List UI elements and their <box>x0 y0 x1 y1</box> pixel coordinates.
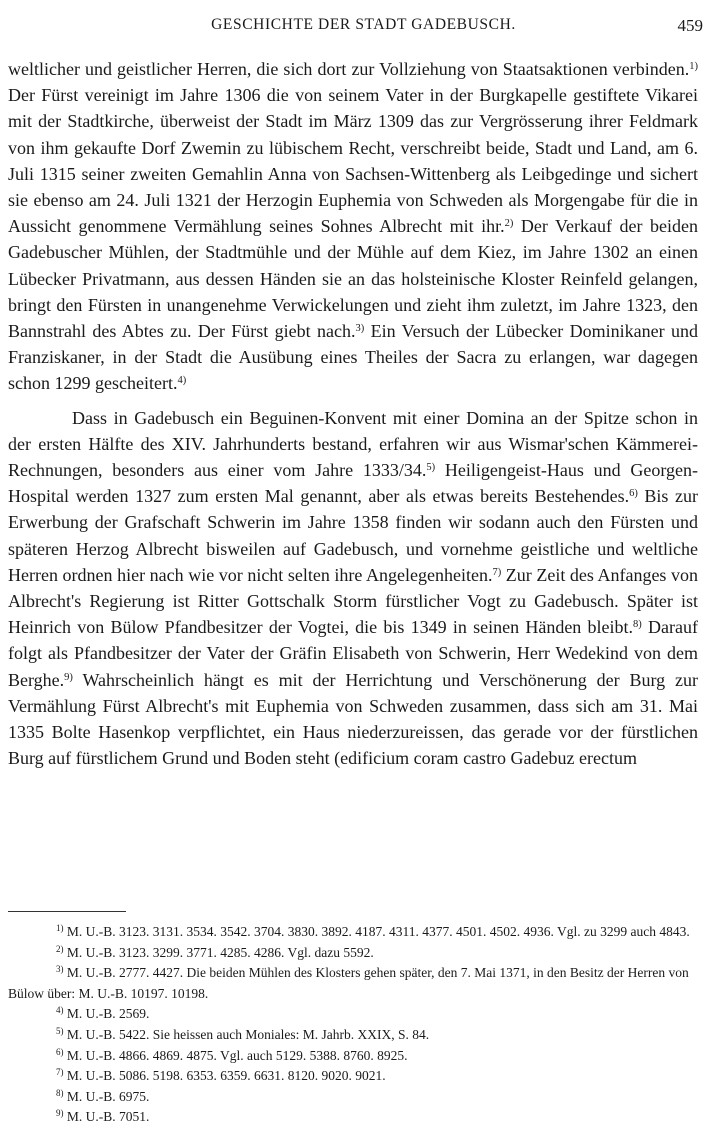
footnote-separator <box>8 911 126 912</box>
footnote-mark: 8) <box>56 1087 64 1098</box>
footnote-mark: 2) <box>56 943 64 954</box>
page-header <box>0 16 727 40</box>
footnote-ref-9: 9) <box>64 671 73 683</box>
paragraph-2 <box>8 405 698 772</box>
footnote-mark: 1) <box>56 923 64 933</box>
footnote-ref-3: 3) <box>355 323 365 335</box>
footnote-8 <box>8 1087 698 1108</box>
text-run: Dass in Gadebusch ein Beguinen-Konvent mit einer Domina an der Spitze schon in der ersten Hälfte des XIV. Jahrhunderts bestand, erfahren wir aus Wismar'schen Kämmerei-Rechnungen, besonders aus einer vom Jahre 1333/34. <box>8 407 698 481</box>
footnote-text: M. U.-B. 7051. <box>63 1109 150 1125</box>
footnote-text: M. U.-B. 3123. 3299. 3771. 4285. 4286. Vgl. dazu 5592. <box>63 944 374 960</box>
text-run: Wahrscheinlich hängt es mit der Herrichtung und Verschönerung der Burg zur Vermählung Fürst Albrecht's mit Euphemia von Schweden zusammen, dass sich am 31. Mai 1335 Bolte Hasenkop verpflichtet, ein Haus niederzureissen, das gerade vor der fürstlichen Burg auf fürstlichem Grund und Boden steht (edificium coram castro Gadebuz erectum <box>8 669 698 769</box>
text-run: Heiligengeist-Haus und Georgen-Hospital werden 1327 zum ersten Mal genannt, aber als etwas bereits Bestehendes. <box>8 460 699 507</box>
footnote-ref-5: 5) <box>426 462 436 474</box>
footnote-9 <box>8 1107 698 1128</box>
footnote-ref-1: 1) <box>689 61 698 72</box>
text-run: weltlicher und geistlicher Herren, die sich dort zur Vollziehung von Staatsaktionen verbinden. <box>8 59 690 79</box>
footnote-ref-4: 4) <box>177 375 187 387</box>
text-run: Der Fürst vereinigt im Jahre 1306 die von seinem Vater in der Burgkapelle gestiftete Vikarei mit der Stadtkirche, überweist der Stadt im März 1309 das zur Vergrösserung ihrer Feldmark von ihm gekaufte Dorf Zwemin zu lübischem Recht, verschreibt beide, Stadt und Land, am 6. Juli 1315 seiner zweiten Gemahlin Anna von Sachsen-Wittenberg als Leibgedinge und sichert sie ebenso am 24. Juli 1321 der Herzogin Euphemia von Schweden als Morgengabe für die in Aussicht genommene Vermählung seines Sohnes Albrecht mit ihr. <box>8 85 698 237</box>
text-run: Darauf folgt als Pfandbesitzer der Vater der Gräfin Elisabeth von Schwerin, Herr Wedekind von dem Berghe. <box>8 617 698 690</box>
footnote-ref-6: 6) <box>629 488 638 500</box>
footnote-2 <box>8 943 698 964</box>
footnote-text: M. U.-B. 5422. Sie heissen auch Moniales: M. Jahrb. XXIX, S. 84. <box>63 1026 430 1042</box>
footnote-text: M. U.-B. 5086. 5198. 6353. 6359. 6631. 8120. 9020. 9021. <box>63 1068 386 1084</box>
footnote-4 <box>8 1004 698 1025</box>
footnote-text: M. U.-B. 6975. <box>63 1088 150 1104</box>
footnote-6 <box>8 1046 698 1067</box>
footnote-mark: 6) <box>56 1046 64 1057</box>
footnote-1 <box>8 922 698 943</box>
footnote-text: M. U.-B. 4866. 4869. 4875. Vgl. auch 5129. 5388. 8760. 8925. <box>63 1047 408 1063</box>
footnote-ref-7: 7) <box>492 566 502 578</box>
footnote-3 <box>8 963 698 1004</box>
footnote-text: M. U.-B. 2569. <box>63 1006 150 1022</box>
footnotes <box>8 922 698 1128</box>
footnote-ref-2: 2) <box>504 218 514 230</box>
text-run: Bis zur Erwerbung der Grafschaft Schwerin im Jahre 1358 finden wir sodann auch den Fürsten und späteren Herzog Albrecht bisweilen auf Gadebusch, und vornehme geistliche und weltliche Herren ordnen hier nach wie vor nicht selten ihre Angelegenheiten. <box>8 486 698 585</box>
footnote-text: M. U.-B. 3123. 3131. 3534. 3542. 3704. 3830. 3892. 4187. 4311. 4377. 4501. 4502. 4936. Vgl. zu 3299 auch 4843. <box>63 924 690 939</box>
text-run: Der Verkauf der beiden Gadebuscher Mühlen, der Stadtmühle und der Mühle auf dem Kiez, im Jahre 1302 an einen Lübecker Privatmann, aus dessen Händen sie an das holsteinische Kloster Reinfeld gelangen, bringt den Fürsten in unangenehme Verwickelungen und zieht ihm zuletzt, im Jahre 1323, den Bannstrahl des Abtes zu. Der Fürst giebt nach. <box>8 216 698 342</box>
running-title: GESCHICHTE DER STADT GADEBUSCH. <box>211 16 516 33</box>
paragraph-1 <box>8 56 698 397</box>
footnote-5 <box>8 1025 698 1046</box>
footnote-7 <box>8 1066 698 1087</box>
footnote-mark: 5) <box>56 1025 64 1036</box>
footnote-mark: 7) <box>56 1067 64 1078</box>
body-text <box>8 56 698 771</box>
footnote-text: M. U.-B. 2777. 4427. Die beiden Mühlen des Klosters gehen später, den 7. Mai 1371, in den Besitz der Herren von Bülow über: M. U.-B. 10197. 10198. <box>8 965 689 1001</box>
footnote-mark: 9) <box>56 1108 64 1119</box>
footnote-mark: 4) <box>56 1005 64 1016</box>
footnote-ref-8: 8) <box>633 619 642 631</box>
text-run: Ein Versuch der Lübecker Dominikaner und Franziskaner, in der Stadt die Ausübung eines Theiles der Sacra zu erlangen, war dagegen schon 1299 gescheitert. <box>8 321 698 394</box>
text-run: Zur Zeit des Anfanges von Albrecht's Regierung ist Ritter Gottschalk Storm fürstlicher Vogt zu Gadebusch. Später ist Heinrich von Bülow Pfandbesitzer der Vogtei, die bis 1349 in seinen Händen bleibt. <box>8 564 699 638</box>
page-number: 459 <box>677 16 703 35</box>
footnote-mark: 3) <box>56 964 64 975</box>
